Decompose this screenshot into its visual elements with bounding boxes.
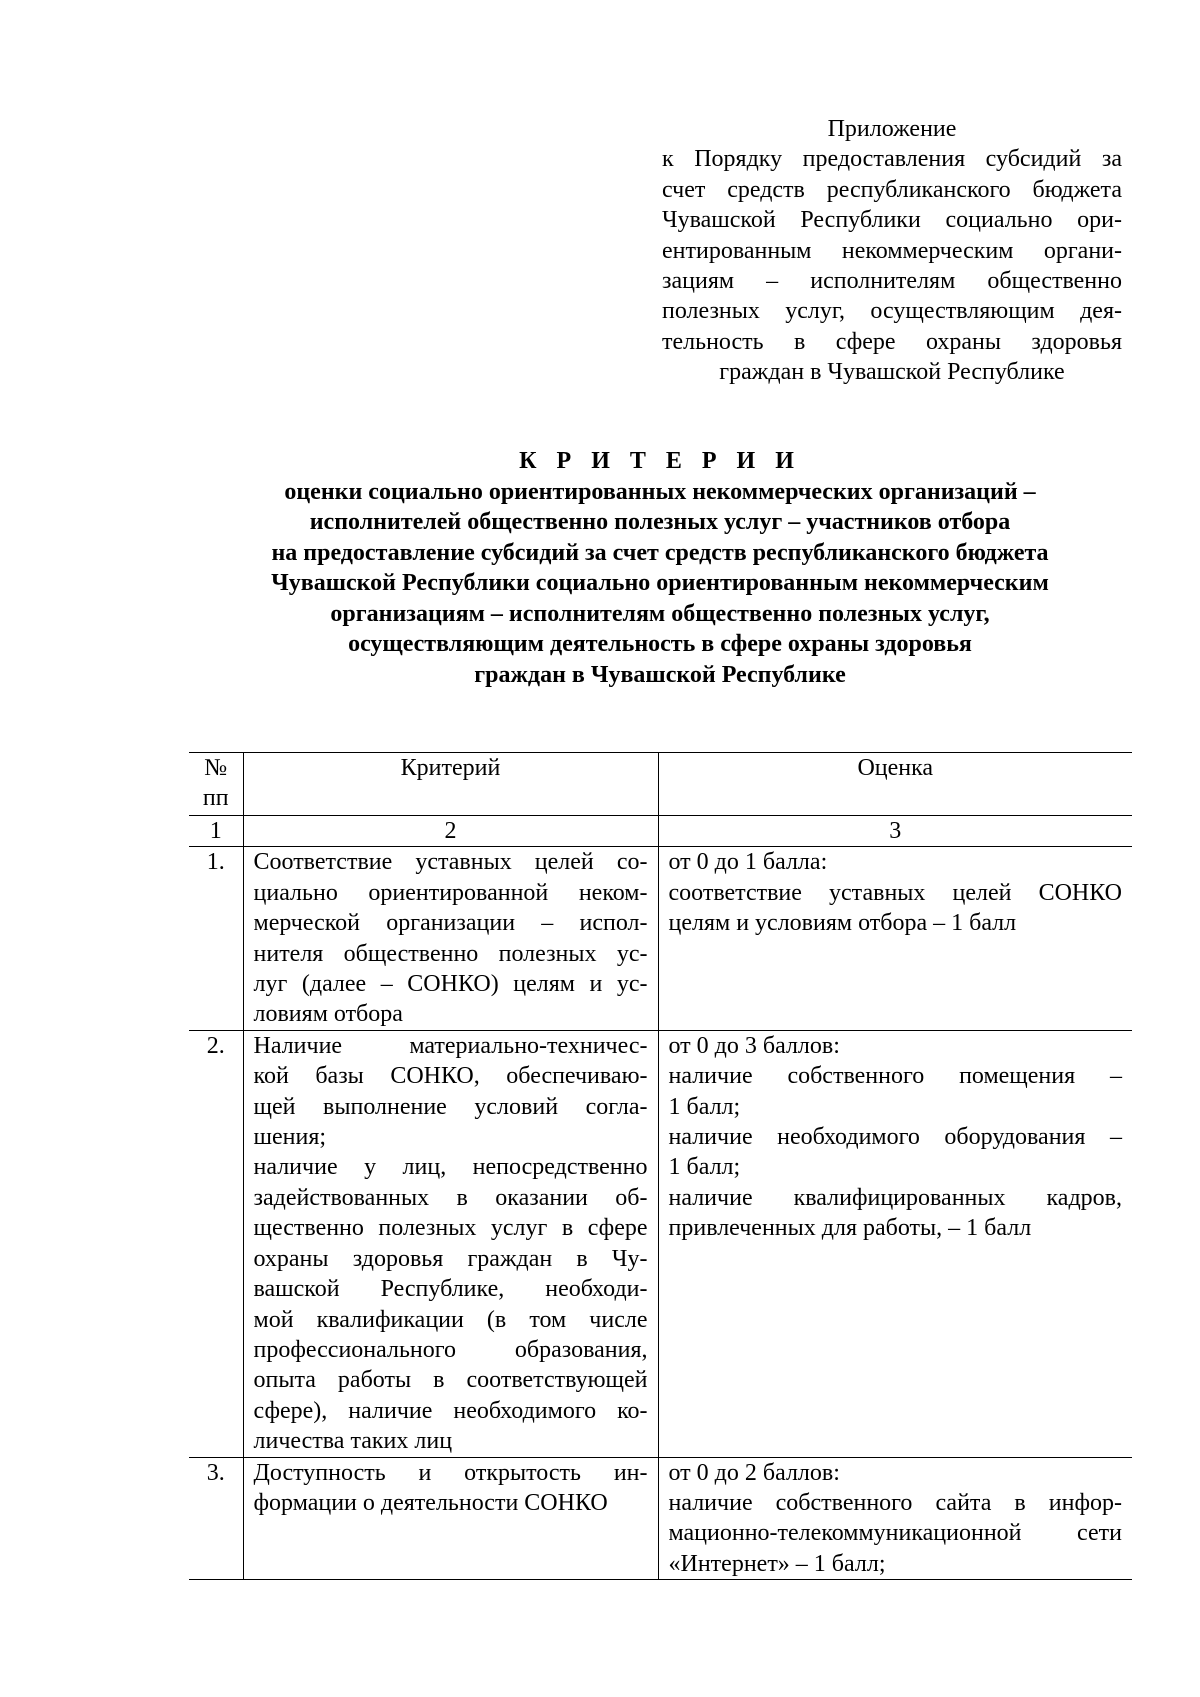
criterion-line: личества таких лиц [253,1428,453,1455]
title-line: граждан в Чувашской Республике [474,661,846,688]
criterion-line: опыта работы в соответствующей [253,1367,648,1394]
score-line: от 0 до 3 баллов: [668,1032,840,1059]
criterion-line: щественно полезных услуг в сфере [253,1215,648,1242]
criterion-line: сфере), наличие необходимого ко- [253,1397,648,1424]
criterion-line: мой квалификации (в том числе [253,1306,648,1333]
appendix-line: зациям – исполнителям общественно [662,268,1122,295]
title-line: оценки социально ориентированных некоммерческих организаций – [284,478,1036,505]
criterion-cell [243,1030,658,1457]
score-line: соответствие уставных целей СОНКО [668,879,1122,906]
index-cell: 1 [189,816,243,847]
row-number: 1. [189,847,243,1030]
header-num [189,753,243,816]
criterion-line: мерческой организации – испол- [253,910,648,937]
appendix-block [662,114,1122,388]
criterion-line: Наличие материально-техничес- [253,1032,648,1059]
criterion-line: наличие у лиц, непосредственно [253,1154,648,1181]
score-line: мационно-телекоммуникационной сети [668,1520,1122,1547]
header-score: Оценка [658,753,1132,816]
table-row [189,1457,1132,1580]
appendix-line: Чувашской Республики социально ори- [662,207,1122,234]
criterion-line: нителя общественно полезных ус- [253,940,648,967]
criterion-line: ловиям отбора [253,1001,403,1028]
appendix-line: ентированным некоммерческим органи- [662,237,1122,264]
title-main: К Р И Т Е Р И И [519,448,801,474]
criterion-line: кой базы СОНКО, обеспечиваю- [253,1063,648,1090]
criterion-line: вашской Республике, необходи- [253,1276,648,1303]
criterion-line: луг (далее – СОНКО) целям и ус- [253,971,648,998]
row-number: 2. [189,1030,243,1457]
header-num-line2: пп [202,785,229,812]
criterion-line: Доступность и открытость ин- [253,1459,648,1486]
appendix-line: полезных услуг, осуществляющим дея- [662,298,1122,325]
title-line: исполнителей общественно полезных услуг – участников отбора [309,509,1011,535]
table-row [189,1030,1132,1457]
score-line: наличие необходимого оборудования – [668,1124,1122,1151]
criterion-line: шения; [253,1124,327,1151]
criteria-table [189,752,1132,1580]
score-line: 1 балл; [668,1154,741,1181]
criterion-cell [243,1457,658,1580]
table-index-row [189,816,1132,847]
title-line: Чувашской Республики социально ориентированным некоммерческим [271,570,1049,596]
title-line: организациям – исполнителям общественно полезных услуг, [330,600,990,627]
criterion-cell [243,847,658,1030]
appendix-line: тельность в сфере охраны здоровья [662,328,1122,355]
score-line: 1 балл; [668,1093,741,1120]
score-cell [658,1030,1132,1457]
score-line: от 0 до 1 балла: [668,849,828,876]
criterion-line: профессионального образования, [253,1336,648,1363]
score-line: привлеченных для работы, – 1 балл [668,1215,1032,1242]
header-criterion: Критерий [243,753,658,816]
criterion-line: охраны здоровья граждан в Чу- [253,1245,648,1272]
score-line: «Интернет» – 1 балл; [668,1550,886,1577]
document-title [160,446,1160,690]
appendix-line: счет средств республиканского бюджета [662,176,1122,203]
criterion-line: щей выполнение условий согла- [253,1093,648,1120]
score-line: наличие собственного помещения – [668,1063,1122,1090]
title-line: на предоставление субсидий за счет средств республиканского бюджета [271,539,1049,566]
appendix-text [662,144,1122,387]
title-line: осуществляющим деятельность в сфере охраны здоровья [348,631,972,657]
score-line: от 0 до 2 баллов: [668,1459,840,1486]
criterion-line: задействованных в оказании об- [253,1184,648,1211]
appendix-line: к Порядку предоставления субсидий за [662,146,1122,173]
criterion-line: формации о деятельности СОНКО [253,1489,608,1516]
table-header-row [189,753,1132,816]
score-line: целям и условиям отбора – 1 балл [668,910,1017,937]
score-line: наличие собственного сайта в инфор- [668,1489,1122,1516]
index-cell: 3 [658,816,1132,847]
table-row [189,847,1132,1030]
appendix-line: граждан в Чувашской Республике [719,359,1065,386]
score-cell [658,1457,1132,1580]
criterion-line: Соответствие уставных целей со- [253,849,648,876]
criterion-line: циально ориентированной неком- [253,879,648,906]
appendix-heading: Приложение [827,116,957,142]
score-cell [658,847,1132,1030]
row-number: 3. [189,1457,243,1580]
score-line: наличие квалифицированных кадров, [668,1184,1122,1211]
index-cell: 2 [243,816,658,847]
header-num-line1: № [204,755,228,781]
